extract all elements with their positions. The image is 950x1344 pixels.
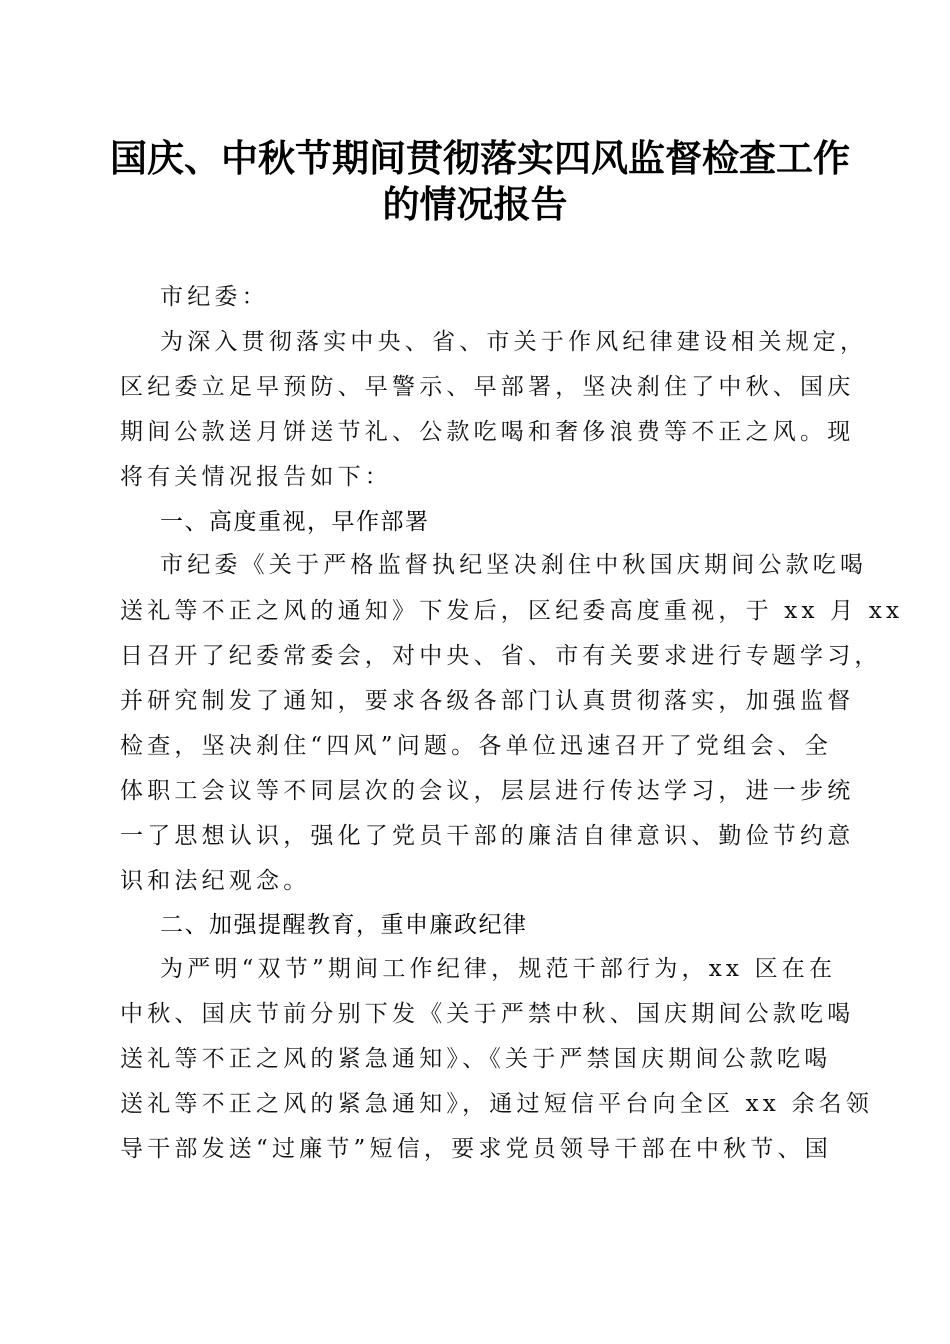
section-heading-1: 一、高度重视，早作部署: [160, 509, 430, 535]
paragraph-1-line: 为深入贯彻落实中央、省、市关于作风纪律建设相关规定，: [160, 329, 868, 355]
paragraph-1-line: 区纪委立足早预防、早警示、早部署，坚决刹住了中秋、国庆: [120, 374, 855, 400]
paragraph-2-line: 市纪委《关于严格监督执纪坚决刹住中秋国庆期间公款吃喝: [160, 552, 868, 578]
paragraph-3-line: 送礼等不正之风的紧急通知》、《关于严禁国庆期间公款吃喝: [120, 1046, 832, 1072]
paragraph-3-line: 送礼等不正之风的紧急通知》，通过短信平台向全区 xx 余名领: [120, 1091, 874, 1117]
paragraph-3-line: 中秋、国庆节前分别下发《关于严禁中秋、国庆期间公款吃喝: [120, 1001, 855, 1027]
salutation: 市纪委：: [160, 284, 269, 310]
document-title-line-2: 的情况报告: [382, 182, 568, 226]
paragraph-1-line: 将有关情况报告如下：: [120, 464, 392, 490]
paragraph-2-line: 检查，坚决刹住“四风”问题。各单位迅速召开了党组会、全: [120, 733, 832, 759]
paragraph-2-line: 体职工会议等不同层次的会议，层层进行传达学习，进一步统: [120, 778, 855, 804]
section-heading-2: 二、加强提醒教育，重申廉政纪律: [160, 912, 528, 938]
document-title-line-1: 国庆、中秋节期间贯彻落实四风监督检查工作: [110, 136, 850, 180]
paragraph-3-line: 导干部发送“过廉节”短信，要求党员领导干部在中秋节、国: [120, 1136, 832, 1162]
paragraph-2-line: 日召开了纪委常委会，对中央、省、市有关要求进行专题学习，: [120, 643, 882, 669]
paragraph-2-line: 送礼等不正之风的通知》下发后，区纪委高度重视，于 xx 月 xx: [120, 598, 904, 624]
paragraph-2-line: 识和法纪观念。: [120, 868, 311, 894]
paragraph-1-line: 期间公款送月饼送节礼、公款吃喝和奢侈浪费等不正之风。现: [120, 419, 855, 445]
paragraph-2-line: 一了思想认识，强化了党员干部的廉洁自律意识、勤俭节约意: [120, 823, 855, 849]
paragraph-2-line: 并研究制发了通知，要求各级各部门认真贯彻落实，加强监督: [120, 688, 855, 714]
paragraph-3-line: 为严明“双节”期间工作纪律，规范干部行为，xx 区在在: [160, 956, 837, 982]
